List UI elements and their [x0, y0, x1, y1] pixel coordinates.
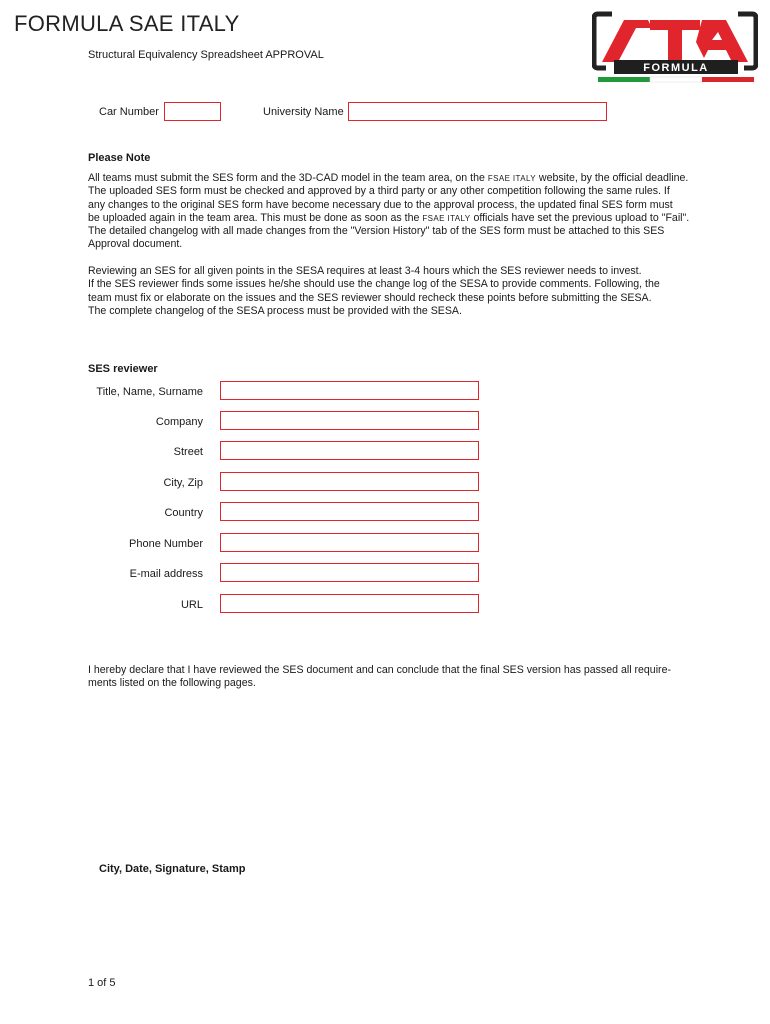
declaration-line: ments listed on the following pages. [88, 677, 256, 690]
flag-white [650, 77, 702, 82]
reviewer-country-field[interactable] [220, 502, 479, 521]
note-line: The uploaded SES form must be checked and approved by a third party or any other competition following the same rules. If [88, 185, 670, 198]
declaration-line: I hereby declare that I have reviewed the SES document and can conclude that the final SES version has passed all require- [88, 664, 672, 676]
note-line: team must fix or elaborate on the issues and the SES reviewer should recheck these points before submitting the SESA. [88, 291, 652, 304]
reviewer-url-label: URL [180, 599, 203, 611]
reviewer-phone-field[interactable] [220, 533, 479, 552]
note-line: If the SES reviewer finds some issues he/she should use the change log of the SESA to provide comments. Following, the [88, 278, 660, 291]
reviewer-company-input[interactable] [221, 414, 478, 431]
signature-label: City, Date, Signature, Stamp [99, 863, 246, 875]
university-name-field[interactable] [348, 102, 607, 121]
reviewer-street-field[interactable] [220, 441, 479, 460]
note-line: be uploaded again in the team area. This must be done as soon as the FSAE ITALY officials have set the previous upload to "Fail". [88, 211, 690, 224]
logo-text: FORMULA [643, 62, 709, 74]
note-line: The detailed changelog with all made changes from the "Version History" tab of the SES form must be attached to this SES [88, 225, 665, 238]
reviewer-city-zip-field[interactable] [220, 472, 479, 491]
university-name-label: University Name [263, 106, 344, 118]
reviewer-heading: SES reviewer [88, 363, 158, 375]
university-name-input[interactable] [349, 105, 606, 122]
note-paragraph-1 [88, 172, 689, 252]
note-line: Reviewing an SES for all given points in the SESA requires at least 3-4 hours which the SES reviewer needs to invest. [88, 265, 642, 277]
note-line: All teams must submit the SES form and the 3D-CAD model in the team area, on the FSAE ITALY website, by the official deadline. [88, 172, 689, 184]
reviewer-country-input[interactable] [221, 505, 478, 522]
note-heading: Please Note [88, 152, 151, 164]
car-number-field[interactable] [164, 102, 221, 121]
note-paragraph-2 [88, 265, 660, 318]
reviewer-name-label: Title, Name, Surname [96, 386, 203, 398]
reviewer-company-label: Company [155, 416, 203, 428]
document-subtitle: Structural Equivalency Spreadsheet APPROVAL [88, 49, 324, 61]
reviewer-email-label: E-mail address [129, 568, 203, 580]
note-line: Approval document. [88, 238, 183, 251]
document-title: FORMULA SAE ITALY [14, 11, 240, 36]
reviewer-url-input[interactable] [221, 597, 478, 614]
reviewer-company-field[interactable] [220, 411, 479, 430]
reviewer-url-field[interactable] [220, 594, 479, 613]
reviewer-country-label: Country [164, 507, 203, 519]
reviewer-city-zip-input[interactable] [221, 475, 478, 492]
page-number: 1 of 5 [88, 977, 116, 989]
reviewer-phone-input[interactable] [221, 536, 478, 553]
flag-red [702, 77, 754, 82]
ata-logo-graphic [592, 6, 758, 86]
reviewer-street-input[interactable] [221, 444, 478, 461]
note-line: any changes to the original SES form have become necessary due to the approval process, the updated final SES form must [88, 198, 673, 211]
car-number-label: Car Number [99, 106, 159, 118]
reviewer-email-input[interactable] [221, 566, 478, 583]
flag-green [598, 77, 650, 82]
reviewer-email-field[interactable] [220, 563, 479, 582]
reviewer-city-zip-label: City, Zip [163, 477, 203, 489]
ata-formula-logo [592, 6, 758, 86]
note-line: The complete changelog of the SESA process must be provided with the SESA. [88, 304, 462, 317]
reviewer-name-input[interactable] [221, 384, 478, 401]
reviewer-phone-label: Phone Number [129, 538, 203, 550]
reviewer-street-label: Street [173, 446, 203, 458]
car-number-input[interactable] [165, 105, 220, 122]
reviewer-name-field[interactable] [220, 381, 479, 400]
declaration-text [88, 664, 671, 691]
